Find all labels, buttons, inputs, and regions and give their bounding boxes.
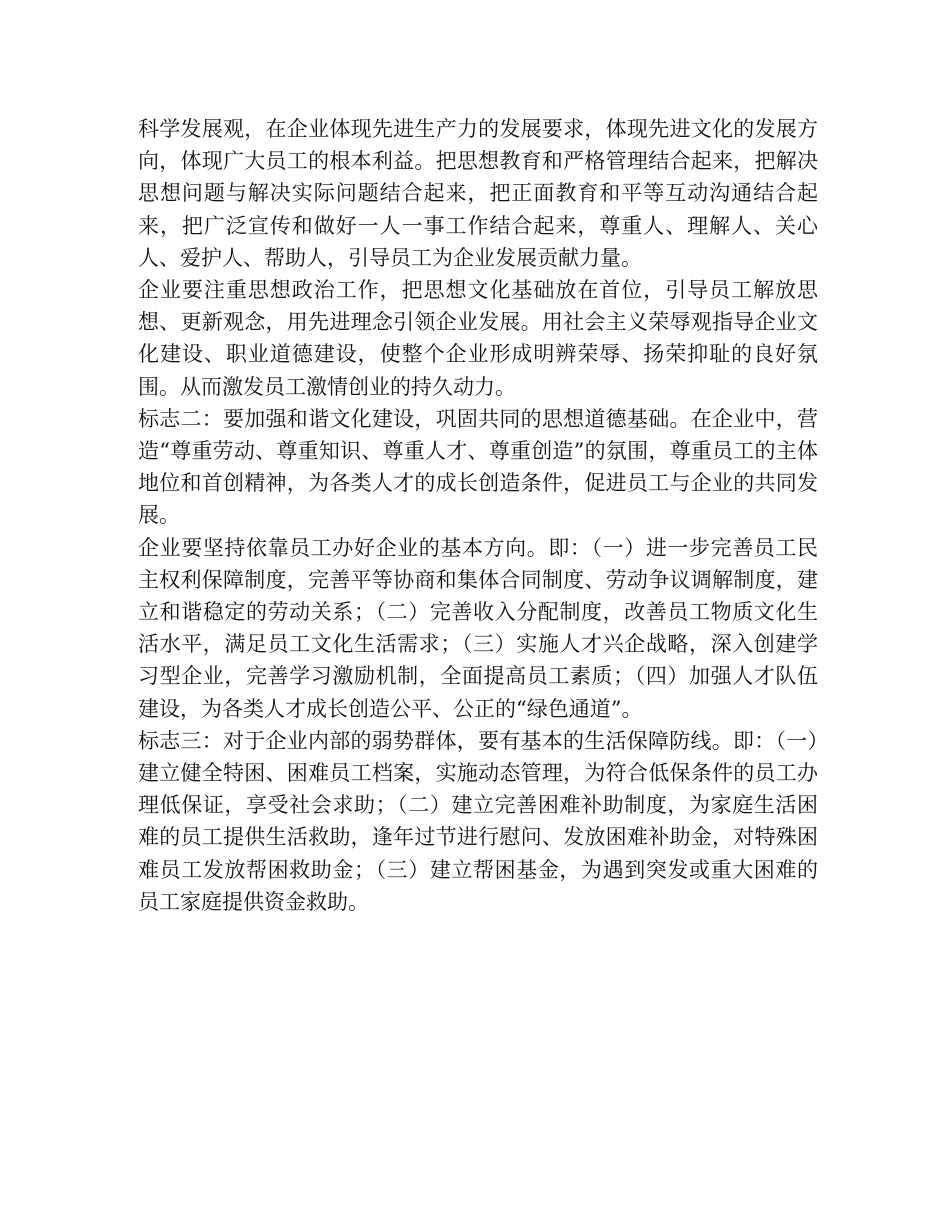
paragraph-3: 标志二：要加强和谐文化建设，巩固共同的思想道德基础。在企业中，营造“尊重劳动、尊重知识、尊重人才、尊重创造”的氛围，尊重员工的主体地位和首创精神，为各类人才的成长创造条件，促进员工与企业的共同发展。: [138, 406, 818, 528]
paragraph-1: 科学发展观，在企业体现先进生产力的发展要求，体现先进文化的发展方向，体现广大员工的根本利益。把思想教育和严格管理结合起来，把解决思想问题与解决实际问题结合起来，把正面教育和平等互动沟通结合起来，把广泛宣传和做好一人一事工作结合起来，尊重人、理解人、关心人、爱护人、帮助人，引导员工为企业发展贡献力量。: [138, 117, 818, 270]
paragraph-4: 企业要坚持依靠员工办好企业的基本方向。即：（一）进一步完善员工民主权利保障制度，完善平等协商和集体合同制度、劳动争议调解制度，建立和谐稳定的劳动关系；（二）完善收入分配制度，改善员工物质文化生活水平，满足员工文化生活需求；（三）实施人才兴企战略，深入创建学习型企业，完善学习激励机制，全面提高员工素质；（四）加强人才队伍建设，为各类人才成长创造公平、公正的“绿色通道”。: [138, 535, 818, 721]
paragraph-5: 标志三：对于企业内部的弱势群体，要有基本的生活保障防线。即：（一）建立健全特困、困难员工档案，实施动态管理，为符合低保条件的员工办理低保证，享受社会求助；（二）建立完善困难补助制度，为家庭生活困难的员工提供生活救助，逢年过节进行慰问、发放困难补助金，对特殊困难员工发放帮困救助金；（三）建立帮困基金，为遇到突发或重大困难的员工家庭提供资金救助。: [138, 728, 818, 914]
document-body: [138, 113, 818, 918]
paragraph-2: 企业要注重思想政治工作，把思想文化基础放在首位，引导员工解放思想、更新观念，用先进理念引领企业发展。用社会主义荣辱观指导企业文化建设、职业道德建设，使整个企业形成明辨荣辱、扬荣抑耻的良好氛围。从而激发员工激情创业的持久动力。: [138, 278, 818, 399]
